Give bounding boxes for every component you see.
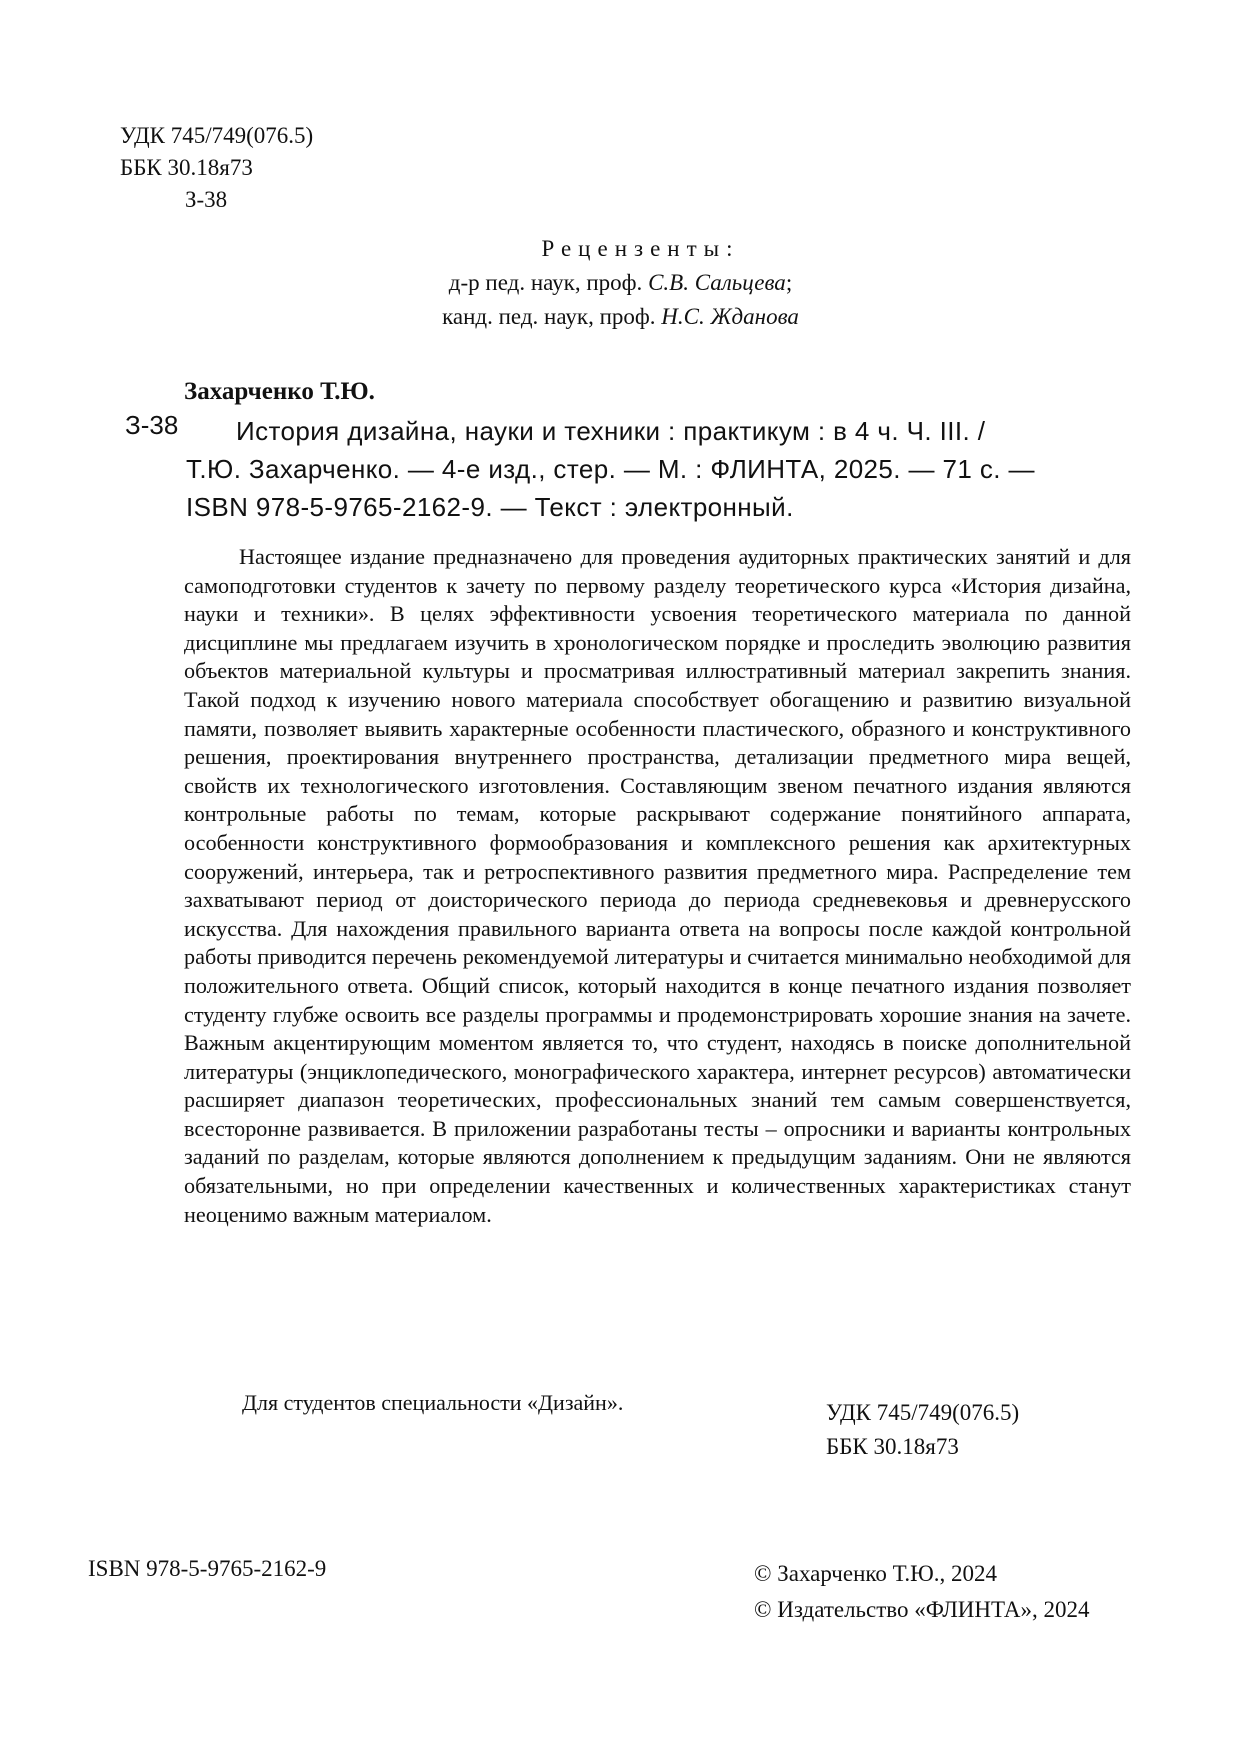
- reviewer-2-name: Н.С. Жданова: [661, 304, 799, 329]
- udk-block-top: [120, 120, 313, 216]
- author-mark: З-38: [185, 187, 228, 212]
- reviewer-2-title: канд. пед. наук, проф.: [442, 304, 662, 329]
- reviewer-2: [0, 300, 1241, 334]
- udk-code: УДК 745/749(076.5): [120, 123, 314, 148]
- udk-block-bottom: [826, 1396, 1019, 1464]
- bib-author-mark: З-38: [125, 410, 179, 440]
- bbk-code-bottom: ББК 30.18я73: [826, 1434, 959, 1459]
- reviewers-block: [0, 232, 1241, 334]
- bib-line-1: История дизайна, науки и техники : практикум : в 4 ч. Ч. III. /: [236, 416, 986, 446]
- copyright-block: [754, 1556, 1090, 1628]
- reviewer-1: [0, 266, 1241, 300]
- reviewers-heading: Рецензенты:: [541, 236, 740, 261]
- udk-code-bottom: УДК 745/749(076.5): [826, 1400, 1020, 1425]
- author-heading: Захарченко Т.Ю.: [184, 378, 375, 405]
- annotation-paragraph: Настоящее издание предназначено для проведения аудиторных практических занятий и для самоподготовки студентов к зачету по первому разделу теоретического курса «История дизайна, науки и техники». В целях эффективности усвоения теоретического материала по данной дисциплине мы предлагаем изучить в хронологическом порядке и проследить эволюцию развития объектов материальной культуры и просматривая иллюстративный материал закрепить знания. Такой подход к изучению нового материала способствует обогащению и развитию визуальной памяти, позволяет выявить характерные особенности пластического, образного и конструктивного решения, проектирования внутреннего пространства, детализации предметного мира вещей, свойств их технологического изготовления. Составляющим звеном печатного издания являются контрольные работы по темам, которые раскрывают содержание понятийного аппарата, особенности конструктивного формообразования и комплексного решения как архитектурных сооружений, интерьера, так и ретроспективного развития предметного мира. Распределение тем захватывают период от доисторического периода до периода средневековья и древнерусского искусства. Для нахождения правильного варианта ответа на вопросы после каждой контрольной работы приводится перечень рекомендуемой литературы и считается минимально необходимой для положительного ответа. Общий список, который находится в конце печатного издания позволяет студенту глубже освоить все разделы программы и продемонстрировать хорошие знания на зачете. Важным акцентирующим моментом является то, что студент, находясь в поиске дополнительной литературы (энциклопедического, монографического характера, интернет ресурсов) автоматически расширяет диапазон теоретических, профессиональных знаний тем самым совершенствуется, всесторонне развивается. В приложении разработаны тесты – опросники и варианты контрольных заданий по разделам, которые являются дополнением к предыдущим заданиям. Они не являются обязательными, но при определении качественных и количественных характеристиках станут неоценимо важным материалом.: [184, 544, 1131, 1227]
- bib-line-2: Т.Ю. Захарченко. — 4-е изд., стер. — М. : ФЛИНТА, 2025. — 71 с. —: [186, 454, 1035, 484]
- copyright-author: © Захарченко Т.Ю., 2024: [754, 1561, 998, 1586]
- reviewer-1-suffix: ;: [785, 270, 793, 295]
- copyright-publisher: © Издательство «ФЛИНТА», 2024: [754, 1597, 1090, 1622]
- audience-note: Для студентов специальности «Дизайн».: [242, 1390, 624, 1415]
- bibliographic-record: [186, 412, 1035, 526]
- bib-line-3: ISBN 978-5-9765-2162-9. — Текст : электронный.: [186, 492, 794, 522]
- isbn: ISBN 978-5-9765-2162-9: [88, 1556, 327, 1581]
- bbk-code: ББК 30.18я73: [120, 155, 253, 180]
- reviewer-1-name: С.В. Сальцева: [648, 270, 786, 295]
- reviewer-1-title: д-р пед. наук, проф.: [448, 270, 649, 295]
